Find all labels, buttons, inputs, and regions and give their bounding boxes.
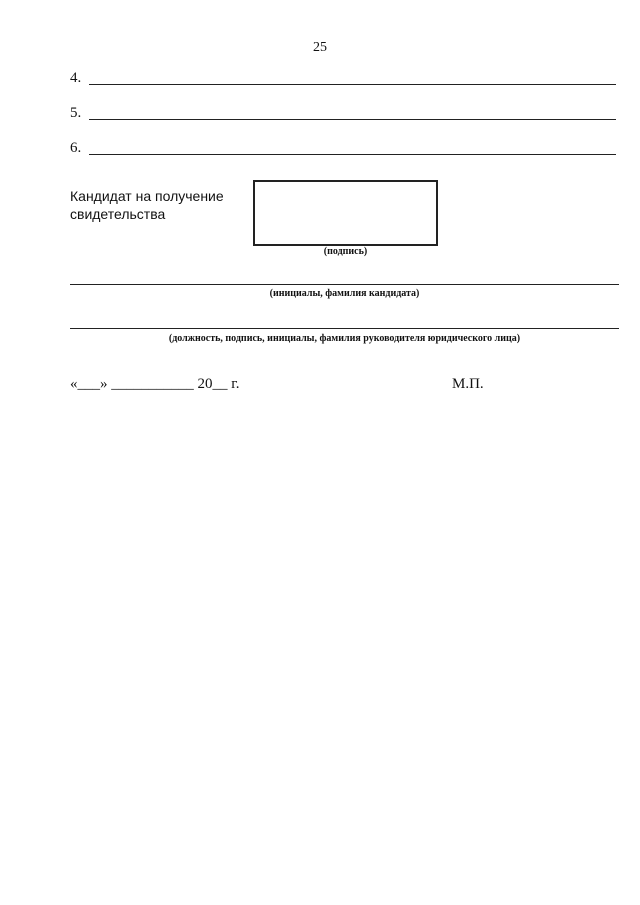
numbered-line-6 <box>70 140 616 158</box>
candidate-name-rule[interactable] <box>70 284 619 285</box>
blank-rule[interactable] <box>89 154 616 155</box>
candidate-name-caption: (инициалы, фамилия кандидата) <box>269 288 420 299</box>
stamp-label: М.П. <box>452 376 484 392</box>
numbered-line-4 <box>70 70 616 88</box>
page-number: 25 <box>313 40 327 55</box>
head-caption: (должность, подпись, инициалы, фамилия руководителя юридического лица) <box>168 333 521 344</box>
signature-caption: (подпись) <box>323 246 368 257</box>
numbered-line-5 <box>70 105 616 123</box>
blank-rule[interactable] <box>89 84 616 85</box>
signature-box[interactable] <box>253 180 438 246</box>
line-number: 4. <box>70 70 82 86</box>
candidate-label: Кандидат на получение свидетельства <box>70 188 224 222</box>
blank-rule[interactable] <box>89 119 616 120</box>
date-line[interactable]: «___» ___________ 20__ г. <box>70 376 240 392</box>
line-number: 5. <box>70 105 82 121</box>
head-signature-rule[interactable] <box>70 328 619 329</box>
line-number: 6. <box>70 140 82 156</box>
